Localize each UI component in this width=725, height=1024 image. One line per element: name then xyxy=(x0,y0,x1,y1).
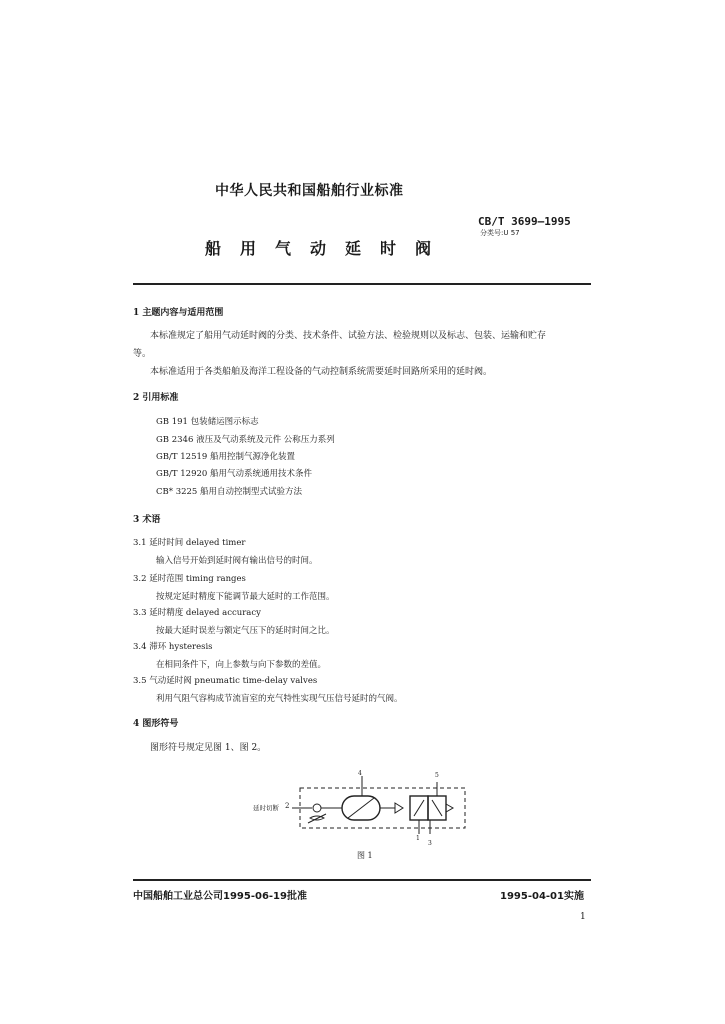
section-1-paragraph-1-cont: 等。 xyxy=(133,349,152,359)
footer-rule xyxy=(133,879,591,881)
spring-return-icon xyxy=(446,804,453,812)
section-1-paragraph-1: 本标准规定了船用气动延时阀的分类、技术条件、试验方法、检验规则以及标志、包装、运输和贮存 xyxy=(150,331,547,341)
section-3-heading: 3 术语 xyxy=(133,515,161,525)
term-definition: 利用气阻气容构成节流盲室的充气特性实现气压信号延时的气阀。 xyxy=(156,694,403,704)
figure-caption: 图 1 xyxy=(357,851,373,860)
term-label: 3.2 延时范围 timing ranges xyxy=(133,574,246,584)
reference-item: GB 191 包装储运图示标志 xyxy=(156,417,259,427)
check-valve-icon xyxy=(313,804,321,812)
reference-item: GB/T 12519 船用控制气源净化装置 xyxy=(156,452,296,462)
standard-code: CB/T 3699—1995 xyxy=(478,215,571,228)
term-definition: 输入信号开始到延时阀有输出信号的时间。 xyxy=(156,556,318,566)
reference-item: GB/T 12920 船用气动系统通用技术条件 xyxy=(156,469,313,479)
term-definition: 按规定延时精度下能调节最大延时的工作范围。 xyxy=(156,592,335,602)
term-label: 3.4 滞环 hysteresis xyxy=(133,642,213,652)
pilot-arrow-icon xyxy=(395,803,403,813)
section-4-text: 图形符号规定见图 1、图 2。 xyxy=(150,743,267,753)
approval-line: 中国船舶工业总公司1995-06-19批准 xyxy=(133,891,307,902)
section-4-heading: 4 图形符号 xyxy=(133,719,179,729)
reference-item: CB* 3225 船用自动控制型式试验方法 xyxy=(156,487,303,497)
term-label: 3.5 气动延时阀 pneumatic time-delay valves xyxy=(133,676,318,686)
section-1-heading: 1 主题内容与适用范围 xyxy=(133,308,224,318)
header-rule xyxy=(133,283,591,285)
document-title: 船用气动延时阀 xyxy=(205,239,451,258)
figure-1-symbol xyxy=(270,770,470,860)
reference-item: GB 2346 液压及气动系统及元件 公称压力系列 xyxy=(156,435,335,445)
port-label: 3 xyxy=(428,840,432,847)
issuer-title: 中华人民共和国船舶行业标准 xyxy=(215,183,404,199)
input-signal-label: 延时切断 xyxy=(253,804,279,812)
term-definition: 在相同条件下，向上参数与向下参数的差值。 xyxy=(156,660,327,670)
port-label: 5 xyxy=(435,772,439,779)
section-1-paragraph-2: 本标准适用于各类船舶及海洋工程设备的气动控制系统需要延时回路所采用的延时阀。 xyxy=(150,367,493,377)
port-label: 1 xyxy=(416,835,420,842)
port-label: 2 xyxy=(285,802,290,810)
effective-date: 1995-04-01实施 xyxy=(500,891,584,902)
term-definition: 按最大延时误差与额定气压下的延时时间之比。 xyxy=(156,626,335,636)
term-label: 3.1 延时时间 delayed timer xyxy=(133,538,246,548)
page-number: 1 xyxy=(580,912,586,922)
classification-number: 分类号:U 57 xyxy=(480,229,520,237)
term-label: 3.3 延时精度 delayed accuracy xyxy=(133,608,261,618)
section-2-heading: 2 引用标准 xyxy=(133,393,179,403)
port-label: 4 xyxy=(358,770,362,777)
